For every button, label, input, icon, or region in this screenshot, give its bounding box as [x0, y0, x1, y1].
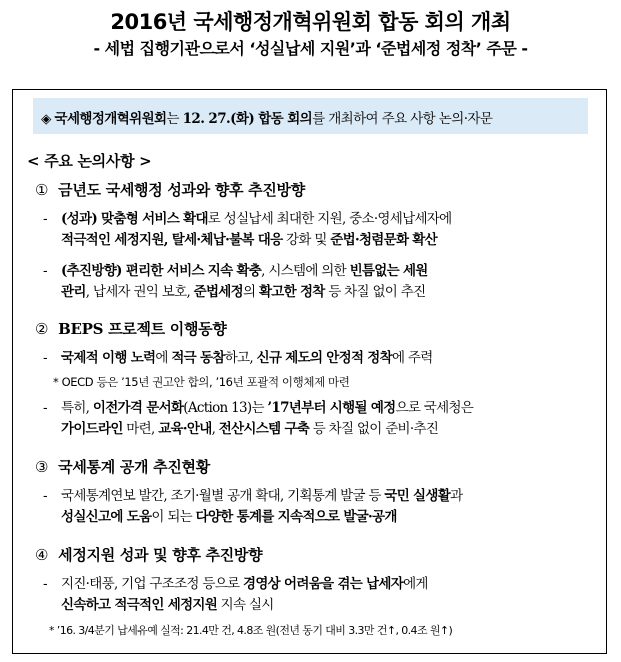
list-item-continuation — [61, 231, 437, 249]
dash-bullet: - — [43, 488, 47, 504]
item-text: 성실신고에 도움 — [61, 509, 152, 525]
item-text: 등 차질 없이 준비·추진 — [309, 421, 439, 437]
item-text: 과 — [450, 488, 463, 504]
summary-text-4: 를 개최하여 주요 사항 논의·자문 — [312, 111, 493, 127]
item-text: 으로 국세청은 — [395, 400, 474, 416]
item-text: 하고, — [224, 350, 257, 366]
item-text: ’17년부터 시행될 예정 — [267, 400, 396, 416]
item-text: 이 되는 — [151, 509, 196, 525]
list-item-continuation — [61, 508, 397, 526]
section-title: 세정지원 성과 및 향후 추진방향 — [58, 546, 263, 564]
section-title: 금년도 국세행정 성과와 향후 추진방향 — [58, 181, 305, 199]
section-title: BEPS 프로젝트 이행동향 — [58, 320, 227, 338]
item-text: 적극 동참 — [171, 350, 225, 366]
dash-bullet: - — [43, 576, 47, 592]
footnote: * ’16. 3/4분기 납세유예 실적: 21.4만 건, 4.8조 원(전년 동기 대비 3.3만 건↑, 0.4조 원↑) — [49, 624, 453, 637]
item-text: 경영상 어려움을 겪는 납세자 — [242, 576, 404, 592]
list-item-continuation — [61, 283, 425, 301]
item-text: 에 — [155, 350, 172, 366]
item-text: (Action 13)는 — [183, 400, 268, 416]
item-text: 이전가격 문서화 — [92, 400, 184, 416]
section-title: 국세통계 공개 추진현황 — [58, 458, 210, 476]
item-text: 적극적인 세정지원, 탈세·체납·불복 대응 — [61, 232, 283, 248]
summary-text-1: 국세행정개혁위원회 — [54, 111, 167, 127]
list-item — [43, 349, 433, 367]
item-text: 준법세정 — [193, 284, 243, 300]
summary-text-2: 는 — [166, 111, 183, 127]
agenda-heading: < 주요 논의사항 > — [27, 152, 152, 170]
item-text: 다양한 통계를 지속적으로 발굴·공개 — [195, 509, 397, 525]
item-text: 가이드라인 — [61, 421, 123, 437]
dash-bullet: - — [43, 350, 47, 366]
item-text: 준법·청렴문화 확산 — [330, 232, 437, 248]
item-text: (추진방향) 편리한 서비스 지속 확충 — [61, 263, 262, 279]
item-text: 마련, — [122, 421, 159, 437]
diamond-bullet-icon: ◈ — [41, 111, 51, 127]
page-subtitle: - 세법 집행기관으로서 ‘성실납세 지원’과 ‘준법세정 정착’ 주문 - — [93, 39, 528, 58]
section-2-heading — [35, 318, 227, 339]
summary-text-3: 12. 27.(화) 합동 회의 — [182, 111, 313, 127]
item-text: 신속하고 적극적인 세정지원 — [61, 597, 218, 613]
item-text: 국민 실생활 — [384, 488, 451, 504]
section-number: ② — [35, 320, 49, 338]
item-text: 로 성실납세 최대한 지원, 중소·영세납세자에 — [207, 211, 452, 227]
section-number: ① — [35, 181, 49, 199]
item-text: 국제적 이행 노력 — [61, 350, 156, 366]
dash-bullet: - — [43, 211, 47, 227]
dash-bullet: - — [43, 400, 47, 416]
item-text: 강화 및 — [282, 232, 331, 248]
list-item — [43, 575, 428, 593]
item-text: 확고한 정착 — [258, 284, 325, 300]
page-title: 2016년 국세행정개혁위원회 합동 회의 개최 — [110, 10, 511, 34]
item-text: 에게 — [403, 576, 428, 592]
item-text: (성과) 맞춤형 서비스 확대 — [61, 211, 208, 227]
item-text: , 시스템에 의한 — [261, 263, 350, 279]
item-text: 신규 제도의 안정적 정착 — [256, 350, 392, 366]
item-text: 국세통계연보 발간, 조기·월별 공개 확대, 기획통계 발굴 등 — [61, 488, 385, 504]
list-item — [43, 399, 473, 417]
dash-bullet: - — [43, 263, 47, 279]
item-text: 지속 실시 — [217, 597, 274, 613]
list-item — [43, 487, 462, 505]
section-1-heading — [35, 179, 305, 200]
item-text: 의 — [243, 284, 259, 300]
item-text: 특히, — [61, 400, 93, 416]
item-text: 전산시스템 구축 — [218, 421, 310, 437]
section-4-heading — [35, 544, 262, 565]
footnote: * OECD 등은 ’15년 권고안 합의, ’16년 포괄적 이행체제 마련 — [53, 375, 350, 389]
section-number: ③ — [35, 458, 49, 476]
item-text: 에 주력 — [392, 350, 433, 366]
item-text: , 납세자 권익 보호, — [85, 284, 194, 300]
list-item-continuation — [61, 420, 438, 438]
item-text: 교육·안내 — [158, 421, 212, 437]
list-item — [43, 210, 451, 228]
content-box — [12, 89, 607, 654]
list-item-continuation — [61, 596, 274, 614]
item-text: 관리 — [61, 284, 86, 300]
item-text: 등 차질 없이 추진 — [324, 284, 426, 300]
list-item — [43, 262, 428, 280]
summary-banner — [33, 98, 588, 134]
section-number: ④ — [35, 546, 49, 564]
item-text: , — [211, 421, 219, 437]
section-3-heading — [35, 456, 210, 477]
item-text: 빈틈없는 세원 — [349, 263, 428, 279]
item-text: 지진·태풍, 기업 구조조정 등으로 — [61, 576, 243, 592]
